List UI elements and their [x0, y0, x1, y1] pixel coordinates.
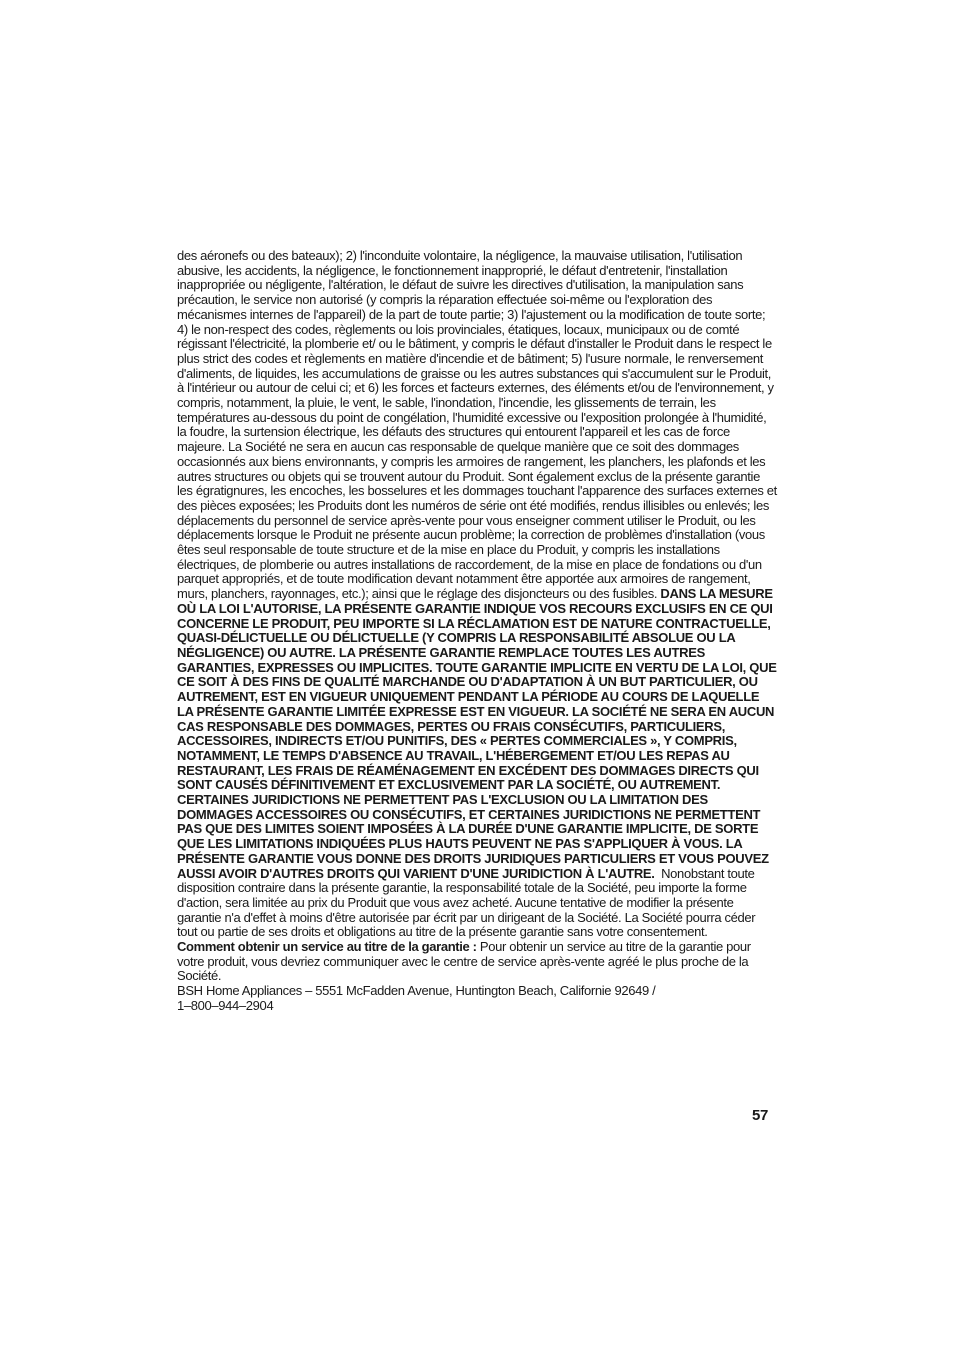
company-address: BSH Home Appliances – 5551 McFadden Avenue, Huntington Beach, Californie 92649 / — [177, 983, 656, 999]
warranty-exclusions-paragraph — [177, 249, 777, 940]
service-heading: Comment obtenir un service au titre de la garantie : — [177, 939, 477, 955]
company-phone: 1–800–944–2904 — [177, 997, 274, 1013]
warranty-text-column — [177, 249, 777, 1014]
service-text: Pour obtenir un service au titre de la garantie pour votre produit, vous devriez communiquer avec le centre de service après-vente agréé le plus proche de la Société. — [177, 939, 751, 984]
page-number: 57 — [752, 1107, 769, 1124]
warranty-exclusions-text: des aéronefs ou des bateaux); 2) l'inconduite volontaire, la négligence, la mauvaise utilisation, l'utilisation abusive, les accidents, la négligence, le fonctionnement inapproprié, le défaut d'entretenir, l'installation inappropriée ou négligente, l'altération, le défaut de suivre les directives d'utilisation, la manipulation sans précaution, le service non autorisé (y compris la réparation effectuée soi-même ou l'exploration des mécanismes internes de l'appareil) de la part de toute partie; 3) l'ajustement ou la modification de toute sorte; 4) le non-respect des codes, règlements ou lois provinciales, étatiques, locaux, municipaux ou de comté régissant l'électricité, la plomberie et/ ou le bâtiment, y compris le défaut d'installer le Produit dans le respect le plus strict des codes et règlements en matière d'incendie et de bâtiment; 5) l'usure normale, le renversement d'aliments, de liquides, les accumulations de graisse ou les autres substances qui s'accumulent sur le Produit, à l'intérieur ou autour de celui ci; et 6) les forces et facteurs externes, des éléments et/ou de l'environnement, y compris, notamment, la pluie, le vent, le sable, l'inondation, l'incendie, les glissements de terrain, les températures au-dessous du point de congélation, l'humidité excessive ou l'exposition prolongée à l'humidité, la foudre, la surtension électrique, les défauts des structures qui entourent l'appareil et les cas de force majeure. La Société ne sera en aucun cas responsable de quelque manière que ce soit des dommages occasionnés aux biens environnants, y compris les armoires de rangement, les planchers, les plafonds et les autres structures ou objets qui se trouvent autour du Produit. Sont également exclus de la présente garantie les égratignures, les encoches, les bosselures et les dommages touchant l'apparence des surfaces externes et des pièces exposées; les Produits dont les numéros de série ont été modifiés, rendus illisibles ou enlevés; les déplacements du personnel de service après-vente pour vous enseigner comment utiliser le Produit, ou les déplacements lorsque le Produit ne présente aucun problème; la correction de problèmes d'installation (vous êtes seul responsable de toute structure et de la mise en place du Produit, y compris les installations électriques, de plomberie ou autres installations de raccordement, de la mise en place de fondations ou d'un parquet appropriés, et de toute modification devant notamment être apportée aux armoires de rangement, murs, planchers, rayonnages, etc.); ainsi que le réglage des disjoncteurs ou des fusibles. — [177, 248, 777, 602]
liability-limit-text: Nonobstant toute disposition contraire dans la présente garantie, la responsabilité totale de la Société, peu importe la forme d'action, sera limitée au prix du Produit que vous avez acheté. Aucune tentative de modifier la présente garantie n'a d'effet à moins d'être autorisée par écrit par un dirigeant de la Société. La Société pourra céder tout ou partie de ses droits et obligations au titre de la présente garantie sans votre consentement. — [177, 865, 756, 940]
warranty-limitation-caps: DANS LA MESURE OÙ LA LOI L'AUTORISE, LA PRÉSENTE GARANTIE INDIQUE VOS RECOURS EXCLUSIFS EN CE QUI CONCERNE LE PRODUIT, PEU IMPORTE SI LA RÉCLAMATION EST DE NATURE CONTRACTUELLE, QUASI-DÉLICTUELLE OU DÉLICTUELLE (Y COMPRIS LA RESPONSABILITÉ ABSOLUE OU LA NÉGLIGENCE) OU AUTRE. LA PRÉSENTE GARANTIE REMPLACE TOUTES LES AUTRES GARANTIES, EXPRESSES OU IMPLICITES. TOUTE GARANTIE IMPLICITE EN VERTU DE LA LOI, QUE CE SOIT À DES FINS DE QUALITÉ MARCHANDE OU D'ADAPTATION À UN BUT PARTICULIER, OU AUTREMENT, EST EN VIGUEUR UNIQUEMENT PENDANT LA PÉRIODE AU COURS DE LAQUELLE LA PRÉSENTE GARANTIE LIMITÉE EXPRESSE EST EN VIGUEUR. LA SOCIÉTÉ NE SERA EN AUCUN CAS RESPONSABLE DES DOMMAGES, PERTES OU FRAIS CONSÉCUTIFS, PARTICULIERS, ACCESSOIRES, INDIRECTS ET/OU PUNITIFS, DES « PERTES COMMERCIALES », Y COMPRIS, NOTAMMENT, LE TEMPS D'ABSENCE AU TRAVAIL, L'HÉBERGEMENT ET/OU LES REPAS AU RESTAURANT, LES FRAIS DE RÉAMÉNAGEMENT EN EXCÉDENT DES DOMMAGES DIRECTS QUI SONT CAUSÉS DÉFINITIVEMENT ET EXCLUSIVEMENT PAR LA SOCIÉTÉ, OU AUTREMENT. CERTAINES JURIDICTIONS NE PERMETTENT PAS L'EXCLUSION OU LA LIMITATION DES DOMMAGES ACCESSOIRES OU CONSÉCUTIFS, ET CERTAINES JURIDICTIONS NE PERMETTENT PAS QUE DES LIMITES SOIENT IMPOSÉES À LA DURÉE D'UNE GARANTIE IMPLICITE, DE SORTE QUE LES LIMITATIONS INDIQUÉES PLUS HAUTS PEUVENT NE PAS S'APPLIQUER À VOUS. LA PRÉSENTE GARANTIE VOUS DONNE DES DROITS JURIDIQUES PARTICULIERS ET VOUS POUVEZ AUSSI AVOIR D'AUTRES DROITS QUI VARIENT D'UNE JURIDICTION À L'AUTRE. — [177, 586, 777, 881]
service-paragraph — [177, 940, 777, 984]
